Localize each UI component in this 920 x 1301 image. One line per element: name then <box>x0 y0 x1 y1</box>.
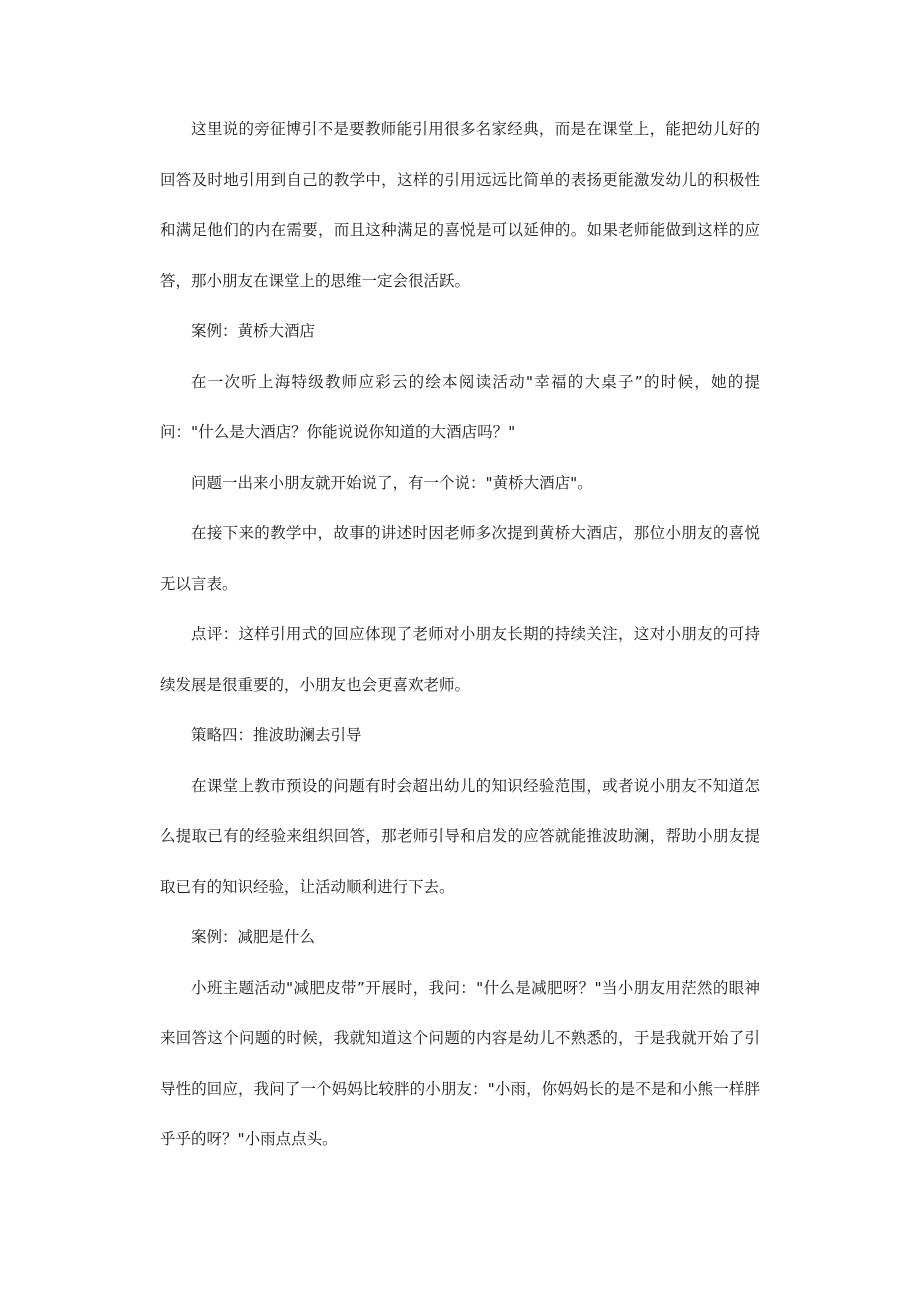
paragraph-commentary: 点评：这样引用式的回应体现了老师对小朋友长期的持续关注，这对小朋友的可持续发展是很重要的，小朋友也会更喜欢老师。 <box>160 625 760 694</box>
case-heading-weight-loss: 案例：减肥是什么 <box>191 928 316 946</box>
paragraph-quoting: 这里说的旁征博引不是要教师能引用很多名家经典，而是在课堂上，能把幼儿好的回答及时地引用到自己的教学中，这样的引用远远比简单的表扬更能激发幼儿的积极性和满足他们的内在需要，而且这种满足的喜悦是可以延伸的。如果老师能做到这样的应答，那小朋友在课堂上的思维一定会很活跃。 <box>160 120 760 290</box>
strategy-heading-four: 策略四：推波助澜去引导 <box>191 726 362 744</box>
paragraph-weight-loss-case: 小班主题活动"减肥皮带”开展时，我问："什么是减肥呀？"当小朋友用茫然的眼神来回答这个问题的时候，我就知道这个问题的内容是幼儿不熟悉的，于是我就开始了引导性的回应，我问了一个妈妈比较胖的小朋友："小雨，你妈妈长的是不是和小熊一样胖乎乎的呀？"小雨点点头。 <box>160 978 760 1148</box>
paragraph-child-answer: 问题一出来小朋友就开始说了，有一个说："黄桥大酒店"。 <box>191 473 593 492</box>
paragraph-case-intro: 在一次听上海特级教师应彩云的绘本阅读活动"幸福的大桌子”的时候，她的提问："什么是大酒店？你能说说你知道的大酒店吗？" <box>160 372 760 441</box>
paragraph-strategy-description: 在课堂上教巿预设的问题有时会超出幼儿的知识经验范围，或者说小朋友不知道怎么提取已有的经验来组织回答，那老师引导和启发的应答就能推波助澜，帮助小朋友提取已有的知识经验，让活动顺利进行下去。 <box>160 776 760 896</box>
document-body <box>160 104 760 1165</box>
case-heading-huangqiao: 案例：黄桥大酒店 <box>191 322 316 340</box>
paragraph-teaching-follow-up: 在接下来的教学中，故事的讲述时因老师多次提到黄桥大酒店，那位小朋友的喜悦无以言表。 <box>160 524 760 593</box>
